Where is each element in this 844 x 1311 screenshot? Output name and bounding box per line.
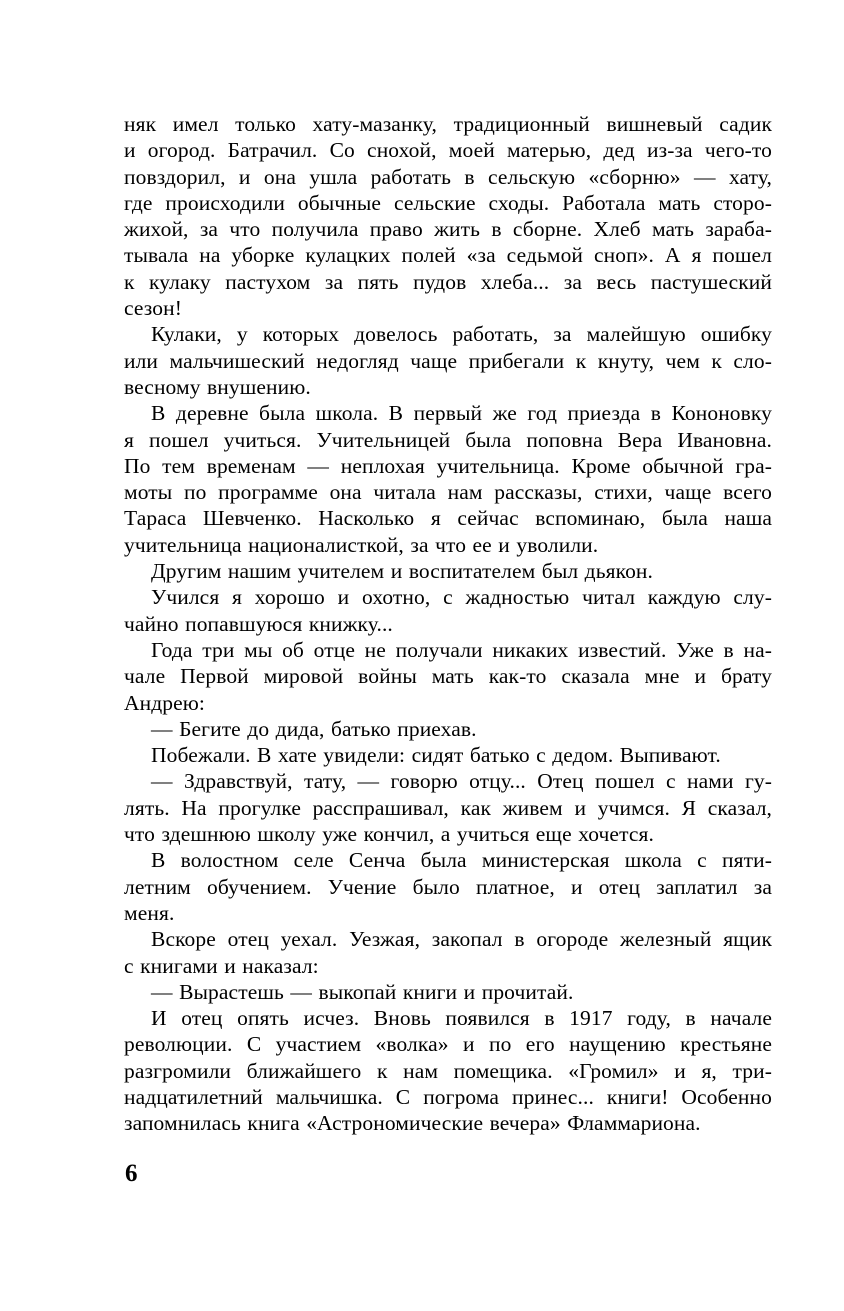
text-line: учительница националисткой, за что ее и уволили. (124, 532, 599, 557)
text-line: И отец опять исчез. Вновь появился в 1917 году, в начале (151, 1006, 772, 1031)
text-line: надцатилетний мальчишка. С погрома принес... книги! Особенно (124, 1084, 772, 1109)
paragraph (124, 979, 772, 1005)
text-line: жихой, за что получила право жить в сборне. Хлеб мать зараба- (124, 217, 772, 242)
text-line: запомнилась книга «Астрономические вечера» Фламмариона. (124, 1111, 701, 1136)
text-line: революции. С участием «волка» и по его наущению крестьяне (124, 1032, 772, 1057)
text-line: По тем временам — неплохая учительница. Кроме обычной гра- (124, 453, 772, 478)
text-line: Вскоре отец уехал. Уезжая, закопал в огороде железный ящик (151, 927, 772, 952)
text-line: Кулаки, у которых довелось работать, за малейшую ошибку (151, 322, 772, 347)
paragraph (124, 111, 772, 321)
paragraph (124, 637, 772, 716)
paragraph (124, 742, 772, 768)
paragraph (124, 926, 772, 979)
text-line: Учился я хорошо и охотно, с жадностью читал каждую слу- (151, 585, 772, 610)
text-line: Побежали. В хате увидели: сидят батько с дедом. Выпивают. (151, 743, 721, 768)
text-line: В волостном селе Сенча была министерская школа с пяти- (151, 848, 772, 873)
text-line: тывала на уборке кулацких полей «за седьмой сноп». А я пошел (124, 243, 772, 268)
text-line: Другим нашим учителем и воспитателем был дьякон. (151, 559, 654, 584)
text-line: Года три мы об отце не получали никаких известий. Уже в на- (151, 637, 772, 662)
text-line: — Бегите до дида, батько приехав. (151, 716, 477, 741)
text-line: Тараса Шевченко. Насколько я сейчас вспоминаю, была наша (124, 506, 772, 531)
text-line: я пошел учиться. Учительницей была поповна Вера Ивановна. (124, 427, 772, 452)
paragraph (124, 1005, 772, 1136)
text-block (124, 111, 772, 1137)
paragraph (124, 716, 772, 742)
text-line: чайно попавшуюся книжку... (124, 611, 393, 636)
text-line: где происходили обычные сельские сходы. Работала мать сторо- (124, 190, 772, 215)
text-line: весному внушению. (124, 374, 311, 399)
text-line: разгромили ближайшего к нам помещика. «Громил» и я, три- (124, 1058, 772, 1083)
text-line: или мальчишеский недогляд чаще прибегали к кнуту, чем к сло- (124, 348, 772, 373)
text-line: с книгами и наказал: (124, 953, 319, 978)
page-number: 6 (125, 1160, 138, 1187)
paragraph (124, 321, 772, 400)
text-line: к кулаку пастухом за пять пудов хлеба... за весь пастушеский (124, 269, 772, 294)
text-line: что здешнюю школу уже кончил, а учиться еще хочется. (124, 822, 654, 847)
text-line: меня. (124, 900, 175, 925)
text-line: Андрею: (124, 690, 205, 715)
text-line: и огород. Батрачил. Со снохой, моей матерью, дед из-за чего-то (124, 138, 772, 163)
text-line: сезон! (124, 296, 182, 321)
text-line: повздорил, и она ушла работать в сельскую «сборню» — хату, (124, 164, 772, 189)
text-line: — Вырастешь — выкопай книги и прочитай. (151, 979, 574, 1004)
text-line: няк имел только хату-мазанку, традиционный вишневый садик (124, 112, 772, 136)
paragraph (124, 558, 772, 584)
text-line: моты по программе она читала нам рассказы, стихи, чаще всего (124, 480, 772, 505)
paragraph (124, 584, 772, 637)
text-line: лять. На прогулке расспрашивал, как живем и учимся. Я сказал, (124, 795, 772, 820)
text-line: летним обучением. Учение было платное, и отец заплатил за (124, 874, 772, 899)
paragraph (124, 847, 772, 926)
text-line: чале Первой мировой войны мать как-то сказала мне и брату (124, 664, 772, 689)
paragraph (124, 768, 772, 847)
text-line: — Здравствуй, тату, — говорю отцу... Отец пошел с нами гу- (151, 769, 772, 794)
text-line: В деревне была школа. В первый же год приезда в Кононовку (151, 401, 772, 426)
paragraph (124, 400, 772, 558)
